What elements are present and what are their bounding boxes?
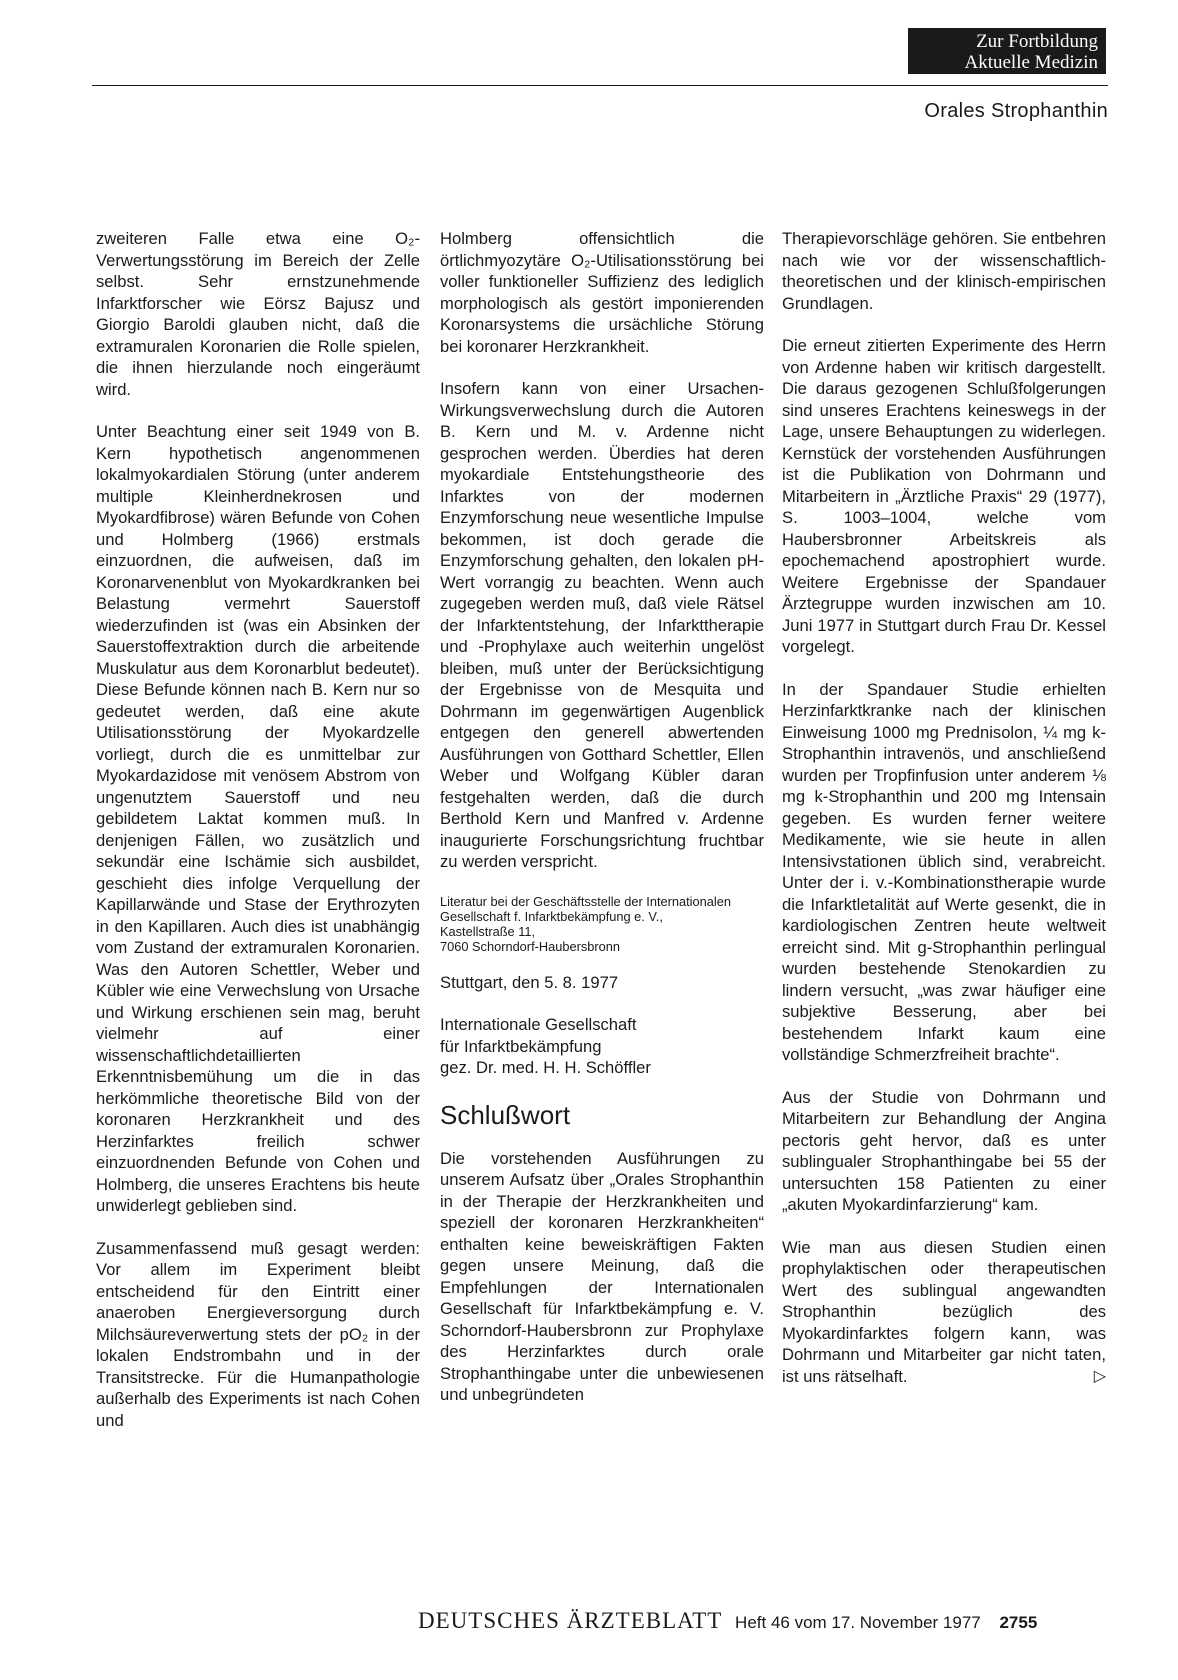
issue-info: Heft 46 vom 17. November 1977 — [735, 1613, 981, 1632]
column-1 — [96, 228, 420, 1431]
section-heading-schlusswort: Schlußwort — [440, 1099, 571, 1130]
page-number: 2755 — [999, 1613, 1038, 1632]
header-rule — [92, 85, 1108, 86]
date-line: Stuttgart, den 5. 8. 1977 — [440, 972, 619, 992]
paragraph: Therapievorschläge gehören. Sie entbehren nach wie vor der wissenschaftlich-theoretischen und der klinisch-empirischen Grundlagen. — [782, 229, 1106, 313]
page-footer — [418, 1608, 1108, 1634]
paragraph-final — [782, 1237, 1106, 1388]
paragraph: Die vorstehenden Ausführungen zu unserem Aufsatz über „Orales Strophanthin in der Therapie der Herzkrankheiten und speziell der koronaren Herzkrankheiten“ enthalten keine beweiskräftigen Fakten gegen unsere Meinung, daß die Empfehlungen der Internationalen Gesellschaft für Infarktbekämpfung e. V. Schorndorf-Haubersbronn zur Prophylaxe des Herzinfarktes durch orale Strophanthingabe unter die unbewiesenen und unbegründeten — [440, 1148, 764, 1404]
journal-name: DEUTSCHES ÄRZTEBLATT — [418, 1608, 723, 1633]
continue-arrow-icon: ▷ — [1093, 1367, 1106, 1385]
column-3 — [782, 228, 1106, 1387]
section-badge — [908, 28, 1106, 74]
paragraph: Unter Beachtung einer seit 1949 von B. Kern hypothetisch angenommenen lokalmyokardialen Störung (unter anderem multiple Kleinherdnekrosen und Myokardfibrose) wären Befunde von Cohen und Holmberg (1966) erstmals einzuordnen, die aufweisen, daß im Koronarvenenblut von Myokardkranken bei Belastung vermehrt Sauerstoff wiederzufinden ist (was ein Absinken der Sauerstoffextraktion durch die arbeitende Muskulatur aus dem Koronarblut bedeutet). Diese Befunde können nach B. Kern nur so gedeutet werden, daß eine akute Utilisationsstörung der Myokardzelle vorliegt, durch die es unmittelbar zur Myokardazidose mit venösem Abstrom von ungenutztem Sauerstoff und neu gebildetem Laktat kommen muß. In denjenigen Fällen, wo zusätzlich und sekundär eine Ischämie sich ausbildet, geschieht dies infolge Verquellung der Kapillarwände und Stase der Erythrozyten in den Kapillaren. Auch dies ist unabhängig vom Zustand der extramuralen Koronarien. Was den Autoren Schettler, Weber und Kübler wie eine Verwechslung von Ursache und Wirkung erschienen sein mag, beruht vielmehr auf einer wissenschaftlichdetaillierten Erkenntnisbemühung um die in das herkömmliche theoretische Bild von der koronaren Herzkrankheit und des Herzinfarktes freilich schwer einzuordnenden Befunde von Cohen und Holmberg, die unseres Erachtens bis heute unwiderlegt geblieben sind. — [96, 422, 420, 1215]
signature-line: Internationale Gesellschaft — [440, 1015, 637, 1034]
paragraph: zweiteren Falle etwa eine O₂-Verwertungsstörung im Bereich der Zelle selbst. Sehr ernstzunehmende Infarktforscher wie Eörsz Bajusz und Giorgio Baroldi glauben nicht, daß die extramuralen Koronarien die Rolle spielen, die ihnen hierzulande noch eingeräumt wird. — [96, 229, 420, 399]
paragraph: Holmberg offensichtlich die örtlichmyozytäre O₂-Utilisationsstörung bei voller funktioneller Suffizienz des lediglich morphologisch als gestört imponierenden Koronarsystems die ursächliche Störung bei koronarer Herzkrankheit. — [440, 229, 764, 356]
signature-line: gez. Dr. med. H. H. Schöffler — [440, 1058, 651, 1077]
section-badge-line-1: Zur Fortbildung — [976, 31, 1098, 52]
section-badge-line-2: Aktuelle Medizin — [964, 52, 1098, 73]
column-2 — [440, 228, 764, 1406]
paragraph: Insofern kann von einer Ursachen-Wirkungsverwechslung durch die Autoren B. Kern und M. v. Ardenne nicht gesprochen werden. Überdies hat deren myokardiale Entstehungstheorie des Infarktes von der modernen Enzymforschung neue wesentliche Impulse bekommen, ist doch gerade die Enzymforschung gehalten, den lokalen pH-Wert vorrangig zu beachten. Wenn auch zugegeben werden muß, daß viele Rätsel der Infarktentstehung, der Infarkttherapie und -Prophylaxe auch weiterhin ungelöst bleiben, muß unter der Berücksichtigung der Ergebnisse von de Mesquita und Dohrmann im gegenwärtigen Augenblick entgegen den generell abwertenden Ausführungen von Gotthard Schettler, Ellen Weber und Wolfgang Kübler daran festgehalten werden, daß die durch Berthold Kern und Manfred v. Ardenne inaugurierte Forschungsrichtung fruchtbar zu werden verspricht. — [440, 379, 764, 871]
paragraph: Die erneut zitierten Experimente des Herrn von Ardenne haben wir kritisch dargestellt. Die daraus gezogenen Schlußfolgerungen sind unseres Erachtens keineswegs in der Lage, unsere Behauptungen zu widerlegen. Kernstück der vorstehenden Ausführungen ist die Publikation von Dohrmann und Mitarbeitern in „Ärztliche Praxis“ 29 (1977), S. 1003–1004, welche vom Haubersbronner Arbeitskreis als epochemachend apostrophiert wurde. Weitere Ergebnisse der Spandauer Ärztegruppe wurden inzwischen am 10. Juni 1977 in Stuttgart durch Frau Dr. Kessel vorgelegt. — [782, 336, 1106, 656]
paragraph-final-text: Wie man aus diesen Studien einen prophylaktischen oder therapeutischen Wert des sublingual angewandten Strophanthin bezüglich des Myokardinfarktes folgern kann, was Dohrmann und Mitarbeiter gar nicht taten, ist uns rätselhaft. — [782, 1237, 1106, 1386]
literature-note-line: 7060 Schorndorf-Haubersbronn — [440, 938, 620, 954]
running-title: Orales Strophanthin — [924, 100, 1108, 122]
signature-block — [440, 1014, 764, 1079]
paragraph: Aus der Studie von Dohrmann und Mitarbeitern zur Behandlung der Angina pectoris geht hervor, daß es unter sublingualer Strophanthingabe bei 55 der untersuchten 158 Patienten zu einer „akuten Myokardinfarzierung“ kam. — [782, 1087, 1106, 1214]
paragraph: In der Spandauer Studie erhielten Herzinfarktkranke nach der klinischen Einweisung 1000 mg Prednisolon, ¼ mg k-Strophanthin intravenös, und anschließend wurden per Tropfinfusion unter anderem ⅛ mg k-Strophanthin und 200 mg Intensain gegeben. Es wurden ferner weitere Medikamente, wie sie heute in allen Intensivstationen üblich sind, verabreicht. Unter der i. v.-Kombinationstherapie wurde die Infarktletalität auf Werte gesenkt, die in kardiologischen Zentren heute weltweit erreicht sind. Mit g-Strophanthin perlingual wurden bestehende Stenokardien zu lindern versucht, „was zwar häufiger eine subjektive Besserung, aber bei bestehendem Infarkt kaum eine vollständige Schmerzfreiheit brachte“. — [782, 679, 1106, 1064]
literature-note — [440, 894, 764, 954]
literature-note-line: Literatur bei der Geschäftsstelle der Internationalen Gesellschaft f. Infarktbekämpfung e. V., — [440, 893, 731, 924]
paragraph: Zusammenfassend muß gesagt werden: Vor allem im Experiment bleibt entscheidend für den Eintritt einer anaeroben Energieversorgung durch Milchsäureverwertung stets der pO₂ in der lokalen Endstrombahn und in der Transitstrecke. Für die Humanpathologie außerhalb des Experiments ist nach Cohen und — [96, 1238, 420, 1430]
literature-note-line: Kastellstraße 11, — [440, 923, 536, 939]
signature-line: für Infarktbekämpfung — [440, 1036, 602, 1056]
